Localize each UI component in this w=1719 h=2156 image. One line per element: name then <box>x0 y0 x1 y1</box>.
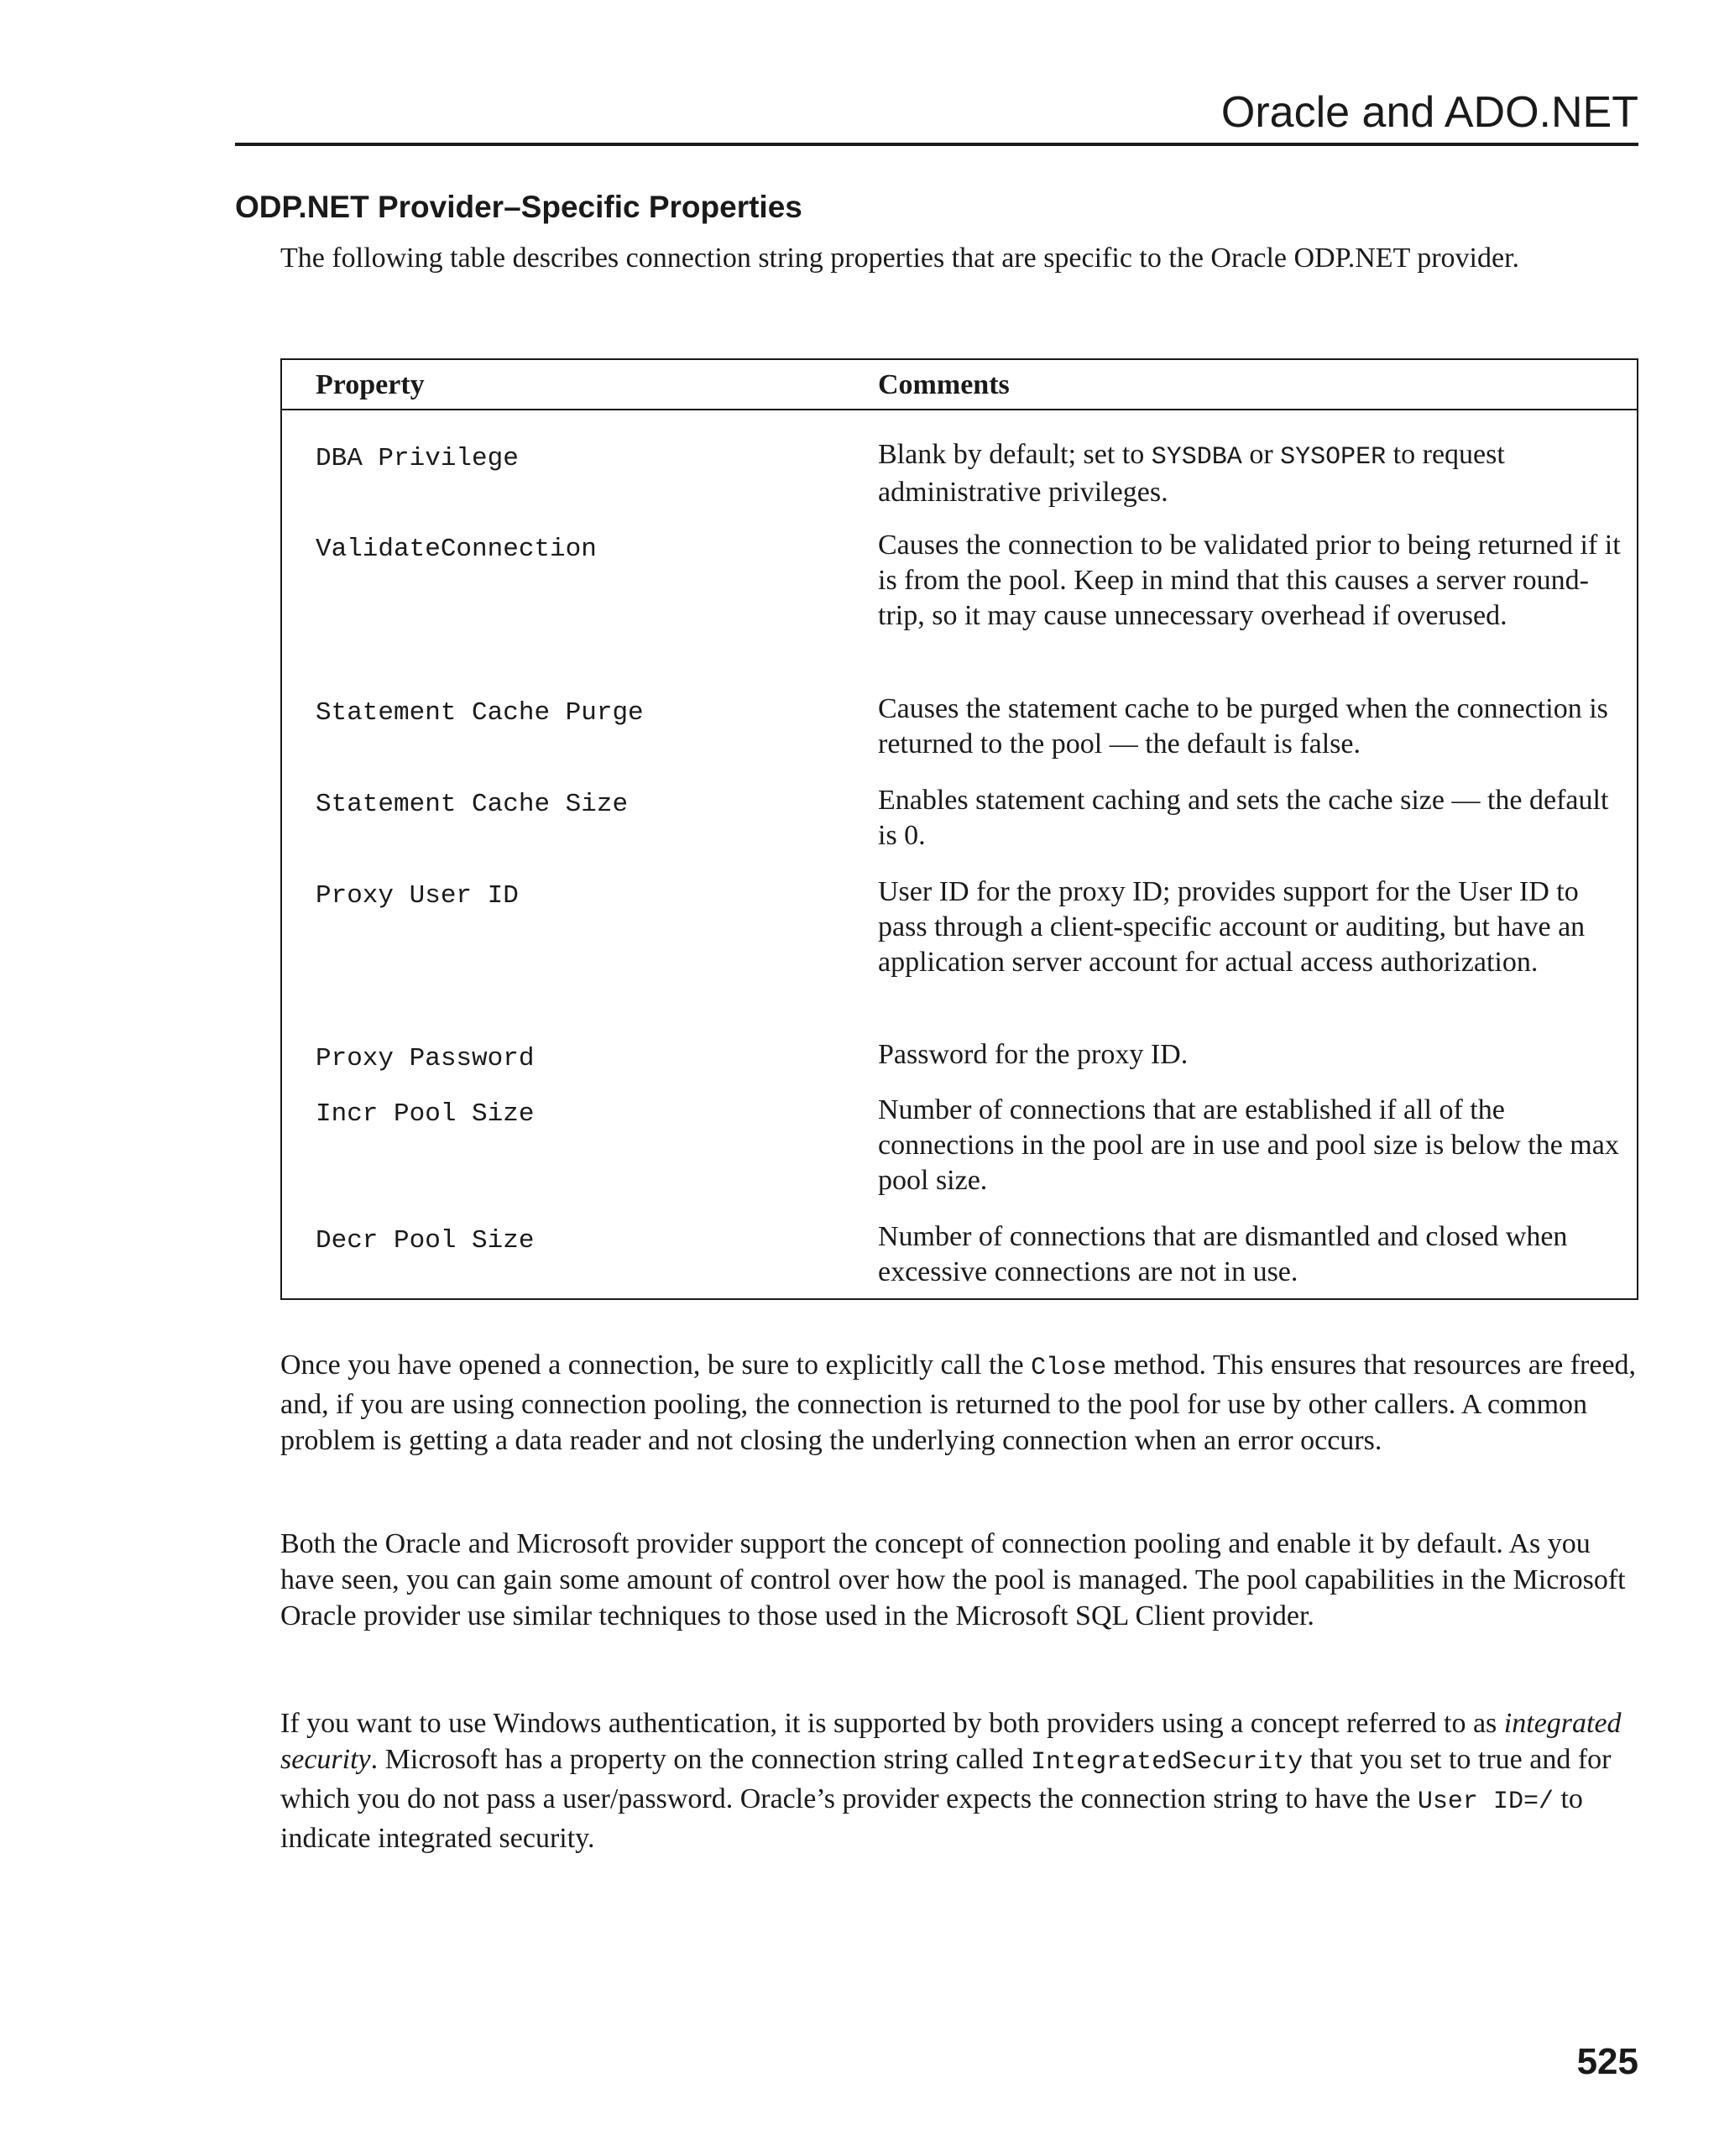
property-name: Proxy User ID <box>316 881 519 911</box>
code-integratedsecurity: IntegratedSecurity <box>1031 1748 1304 1777</box>
code-sysoper: SYSOPER <box>1280 443 1387 472</box>
section-heading: ODP.NET Provider–Specific Properties <box>235 190 802 224</box>
property-comment: Enables statement caching and sets the cache size — the default is 0. <box>878 785 1609 851</box>
property-name: Proxy Password <box>316 1044 535 1073</box>
property-name: Decr Pool Size <box>316 1226 535 1255</box>
close-method-paragraph: Once you have opened a connection, be sure to explicitly call the Close method. This ensures that resources are freed, and, if you are using connection pooling, the connection is returned to the pool for use by other callers. A common problem is getting a data reader and not closing the underlying connection when an error occurs. <box>280 1349 1637 1456</box>
intro-paragraph: The following table describes connection string properties that are specific to the Oracle ODP.NET provider. <box>280 243 1520 274</box>
running-header-title: Oracle and ADO.NET <box>1220 88 1638 137</box>
property-comment: Number of connections that are dismantled and closed when excessive connections are not in use. <box>878 1221 1568 1287</box>
property-comment: Causes the connection to be validated prior to being returned if it is from the pool. Keep in mind that this causes a server round-trip, so it may cause unnecessary overhead if overused. <box>878 530 1621 631</box>
property-name: Statement Cache Purge <box>316 698 644 728</box>
property-name: DBA Privilege <box>316 444 519 473</box>
column-header-property: Property <box>316 369 425 400</box>
property-comment: Blank by default; set to SYSDBA or SYSOPER to request administrative privileges. <box>878 439 1505 508</box>
header-rule <box>235 143 1638 146</box>
connection-pooling-paragraph: Both the Oracle and Microsoft provider support the concept of connection pooling and enable it by default. As you have seen, you can gain some amount of control over how the pool is managed. The pool capabilities in the Microsoft Oracle provider use similar techniques to those used in the Microsoft SQL Client provider. <box>280 1528 1626 1631</box>
column-header-comments: Comments <box>878 369 1010 400</box>
code-sysdba: SYSDBA <box>1151 443 1242 472</box>
property-name: Statement Cache Size <box>316 790 629 819</box>
property-comment: User ID for the proxy ID; provides support for the User ID to pass through a client-specific account or auditing, but have an application server account for actual access authorization. <box>878 876 1586 978</box>
integrated-security-paragraph: If you want to use Windows authentication, it is supported by both providers using a concept referred to as integrated security. Microsoft has a property on the connection string called IntegratedSecurity that you set to true and for which you do not pass a user/password. Oracle’s provider expects the connection string to have the User ID=/ to indicate integrated security. <box>280 1708 1622 1854</box>
integrated-security-term: integrated security <box>280 1708 1622 1775</box>
properties-table <box>280 358 1638 1300</box>
property-comment: Password for the proxy ID. <box>878 1039 1189 1070</box>
property-comment: Number of connections that are established if all of the connections in the pool are in use and pool size is below the max pool size. <box>878 1094 1619 1196</box>
property-name: ValidateConnection <box>316 535 597 564</box>
page-number: 525 <box>1576 2041 1638 2082</box>
property-name: Incr Pool Size <box>316 1099 535 1129</box>
property-comment: Causes the statement cache to be purged when the connection is returned to the pool — the default is false. <box>878 693 1608 760</box>
table-header-row <box>282 360 1637 410</box>
code-user-id: User ID=/ <box>1417 1788 1554 1816</box>
code-close: Close <box>1031 1354 1107 1382</box>
